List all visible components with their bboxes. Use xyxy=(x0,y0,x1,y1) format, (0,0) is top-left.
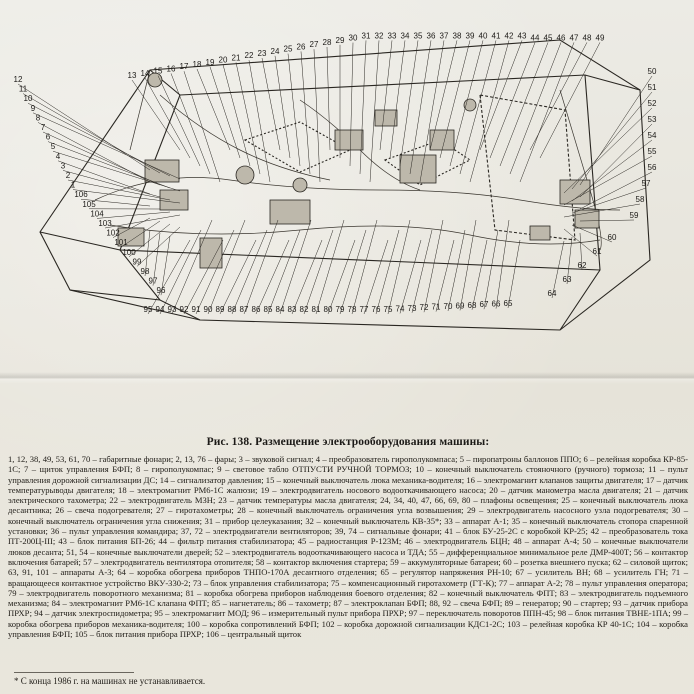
footnote: * С конца 1986 г. на машинах не устанавливается. xyxy=(14,676,206,686)
callout-9: 9 xyxy=(30,103,36,113)
leader-18 xyxy=(197,69,230,150)
callout-24: 24 xyxy=(270,46,280,56)
leader-44 xyxy=(490,42,535,158)
leader-49 xyxy=(540,42,600,158)
callout-56: 56 xyxy=(647,163,657,172)
callout-35: 35 xyxy=(413,31,423,41)
callout-74: 74 xyxy=(395,304,405,314)
leader-14 xyxy=(145,78,190,158)
callout-2: 2 xyxy=(65,171,71,180)
callout-67: 67 xyxy=(479,300,489,310)
callout-27: 27 xyxy=(309,40,319,50)
leader-46 xyxy=(510,42,561,174)
callout-37: 37 xyxy=(439,31,449,41)
callout-80: 80 xyxy=(323,305,333,314)
callout-104: 104 xyxy=(90,209,104,219)
callout-50: 50 xyxy=(647,67,657,76)
callout-47: 47 xyxy=(569,33,579,43)
callout-17: 17 xyxy=(179,62,189,72)
callout-13: 13 xyxy=(127,71,137,80)
callout-94: 94 xyxy=(155,305,165,314)
figure-caption xyxy=(8,436,688,639)
callout-64: 64 xyxy=(547,289,557,298)
callout-28: 28 xyxy=(322,38,332,47)
callout-8: 8 xyxy=(35,113,41,123)
callout-18: 18 xyxy=(192,60,202,69)
leader-17 xyxy=(184,71,220,182)
leader-33 xyxy=(380,40,392,150)
callout-76: 76 xyxy=(371,305,381,314)
callout-16: 16 xyxy=(166,64,176,74)
callout-33: 33 xyxy=(387,31,397,41)
leader-42 xyxy=(470,40,509,182)
leader-lines xyxy=(18,40,652,314)
callout-54: 54 xyxy=(647,131,657,140)
leader-87 xyxy=(244,220,278,314)
hull-outline xyxy=(40,40,650,330)
leader-47 xyxy=(520,42,574,182)
callout-60: 60 xyxy=(607,233,617,242)
callout-87: 87 xyxy=(239,305,249,314)
callout-39: 39 xyxy=(465,31,475,41)
leader-66 xyxy=(496,220,509,309)
leader-28 xyxy=(327,47,330,150)
equipment-blocks xyxy=(118,73,599,268)
callout-72: 72 xyxy=(419,303,429,313)
callout-105: 105 xyxy=(82,199,96,209)
leader-20 xyxy=(223,65,250,166)
callout-21: 21 xyxy=(231,53,241,63)
callout-99: 99 xyxy=(132,257,142,267)
caption-legend: 1, 12, 38, 49, 53, 61, 70 – габаритные фонари; 2, 13, 76 – фары; 3 – звуковой сигнал; 4 – преобразователь гирополукомпаса; 5 – пиропатроны баллонов ППО; 6 – релейная коробка КР-85-1С; 7 – щиток управления БФП; 8 – гирополукомпас; 9 – световое табло ОТПУСТИ РУЧНОЙ ТОРМОЗ; 10 – конечный выключатель стояночного (ручного) тормоза; 11 – пульт управления дорожной сигнализации ДС; 14 – сигнализатор давления; 15 – конечный выключатель люка механика-водителя; 16 – электромагнит клапанов защиты двигателя; 17 – датчик температурыводы двигателя; 18 – электромагнит РМ6-1С жалюзи; 19 – электродвигатель носового водооткачивающего насоса; 20 – датчик манометра масла двигателя; 21 – датчик электрического тахометра; 22 – электродвигатель МЗН; 23 – датчик температуры масла двигателя; 24, 34, 40, 47, 66, 69, 80 – плафоны освещения; 25 – конечный выключатель люка десантника; 26 – свеча подогревателя; 27 – гиротахометры; 28 – конечный выключатель ограничения угла возвышения; 29 – электродвигатель насосного узла подогревателя; 30 – конечный выключатель ограничения угла снижения; 31 – прибор целеуказания; 32 – конечный выключатель КВ-35*; 33 – аппарат А-1; 35 – конечный выключатель стопора спаренной установки; 36 – пульт управления командира; 37, 72 – электродвигатели вентиляторов; 39, 74 – сигнальные фонари; 41 – блок БУ-25-2С с коробкой КР-25; 42 – преобразователь тока ПТ-200Ц-III; 43 – блок питания БП-26; 44 – фильтр питания стабилизатора; 45 – радиостанция Р-123М; 46 – электродвигатель БЦН; 48 – аппарат А-4; 50 – конечные выключатели люков десанта; 51, 54 – конечные выключатели дверей; 52 – электродвигатель водооткачивающего насоса и ТДА; 55 – дифференциальное минимальное реле ДМР-400Т; 56 – контактор включения батарей; 57 – электродвигатель вентилятора отопителя; 58 – контактор включения стартера; 59 – аккумуляторные батареи; 60 – розетка внешнего пуска; 62 – силовой щиток; 63, 91, 101 – аппараты А-3; 64 – коробка обогрева приборов ТНПО-170А десантного отделения; 65 – регулятор напряжения РН-10; 67 – усилитель ВН; 68 – усилитель ГН; 71 – вращающееся контактное устройство ВКУ-330-2; 73 – блок управления стабилизатора; 75 – компенсационный гиротахометр (ГТ-К); 77 – аппарат А-2; 78 – пульт управления оператора; 79 – электродвигатель поворотного механизма; 81 – коробка обогрева приборов наблюдения боевого отделения; 82 – конечный выключатель ФПТ; 83 – электродвигатель подъемного механизма; 84 – электромагнит РМ6-1С клапана ФПТ; 85 – нагнетатель; 86 – тахометр; 87 – электроклапан БФП; 88, 92 – свеча БФП; 89 – генератор; 90 – стартер; 93 – датчик прибора ПРХР; 94 – датчик электроспидометра; 95 – электромагнит МОД; 96 – измерительный пульт прибора ПРХР; 97 – переключатель поворотов ППН-45; 98 – блок питания ТВНЕ-1ПА; 99 – коробка обогрева приборов механика-водителя; 100 – коробка сопротивлений БФП; 102 – коробка дорожной сигнализации КДС1-2С; 103 – релейная коробка КР 40-1С; 104 – коробка управления БФП; 105 – блок питания прибора ПРХР; 106 – центральный щиток xyxy=(8,454,688,640)
callout-82: 82 xyxy=(299,305,309,314)
leader-104 xyxy=(97,212,170,218)
leader-45 xyxy=(500,42,548,166)
callout-73: 73 xyxy=(407,303,417,313)
leader-25 xyxy=(288,54,300,166)
callout-69: 69 xyxy=(455,301,465,311)
callout-68: 68 xyxy=(467,300,477,310)
leader-89 xyxy=(220,240,256,314)
callout-4: 4 xyxy=(55,151,61,161)
leader-40 xyxy=(450,40,483,166)
leader-34 xyxy=(390,40,405,158)
leader-65 xyxy=(508,240,520,308)
callout-65: 65 xyxy=(503,299,513,308)
leader-12 xyxy=(18,84,150,170)
callout-34: 34 xyxy=(400,31,410,41)
callout-38: 38 xyxy=(452,31,462,41)
callout-59: 59 xyxy=(629,211,639,220)
callout-23: 23 xyxy=(257,49,267,58)
callout-57: 57 xyxy=(641,179,651,188)
callout-89: 89 xyxy=(215,305,225,314)
leader-84 xyxy=(280,220,311,314)
callout-79: 79 xyxy=(335,305,345,314)
leader-75 xyxy=(388,220,410,314)
callout-25: 25 xyxy=(283,44,293,54)
callout-22: 22 xyxy=(244,51,254,61)
callout-78: 78 xyxy=(347,305,357,314)
leader-11 xyxy=(23,94,160,173)
callout-92: 92 xyxy=(179,305,189,314)
callout-71: 71 xyxy=(431,302,441,312)
callout-88: 88 xyxy=(227,305,237,314)
callout-83: 83 xyxy=(287,305,297,314)
callout-32: 32 xyxy=(374,31,384,41)
leader-50 xyxy=(580,76,652,185)
leader-72 xyxy=(424,220,443,312)
callout-45: 45 xyxy=(543,33,553,43)
callout-10: 10 xyxy=(23,94,33,104)
callout-95: 95 xyxy=(143,305,153,314)
callout-102: 102 xyxy=(106,228,120,238)
callout-91: 91 xyxy=(191,305,201,314)
leader-76 xyxy=(376,230,399,314)
callout-61: 61 xyxy=(592,247,602,256)
callout-1: 1 xyxy=(70,180,76,190)
callout-55: 55 xyxy=(647,147,657,156)
callout-51: 51 xyxy=(647,83,657,92)
callout-93: 93 xyxy=(167,305,177,314)
leader-7 xyxy=(43,132,160,185)
leader-70 xyxy=(448,230,465,311)
callout-26: 26 xyxy=(296,42,306,52)
callout-86: 86 xyxy=(251,305,261,314)
callout-98: 98 xyxy=(140,267,150,276)
callout-3: 3 xyxy=(60,161,66,171)
callout-84: 84 xyxy=(275,305,285,314)
leader-24 xyxy=(275,56,290,158)
leader-15 xyxy=(158,76,200,166)
leader-43 xyxy=(480,40,522,150)
leader-51 xyxy=(572,92,652,189)
callout-42: 42 xyxy=(504,31,514,41)
leader-71 xyxy=(436,240,454,312)
callout-100: 100 xyxy=(122,247,136,257)
callout-labels xyxy=(14,31,657,314)
callout-66: 66 xyxy=(491,299,501,309)
callout-62: 62 xyxy=(577,261,587,270)
callout-30: 30 xyxy=(348,33,358,43)
leader-39 xyxy=(440,40,470,158)
footnote-rule xyxy=(14,672,134,673)
leader-74 xyxy=(400,240,421,313)
callout-43: 43 xyxy=(517,31,527,41)
callout-77: 77 xyxy=(359,305,369,314)
callout-70: 70 xyxy=(443,302,453,311)
callout-41: 41 xyxy=(491,31,501,41)
callout-81: 81 xyxy=(311,305,321,314)
leader-26 xyxy=(301,51,310,174)
callout-103: 103 xyxy=(98,219,112,228)
callout-12: 12 xyxy=(13,75,23,84)
callout-11: 11 xyxy=(18,84,28,94)
callout-49: 49 xyxy=(595,33,605,43)
callout-101: 101 xyxy=(114,238,128,248)
callout-97: 97 xyxy=(148,276,158,286)
callout-106: 106 xyxy=(74,190,88,200)
callout-75: 75 xyxy=(383,305,393,314)
leader-67 xyxy=(484,230,498,309)
callout-63: 63 xyxy=(562,275,572,284)
callout-85: 85 xyxy=(263,305,273,314)
callout-31: 31 xyxy=(361,31,371,41)
callout-36: 36 xyxy=(426,31,436,41)
callout-14: 14 xyxy=(140,68,150,78)
callout-44: 44 xyxy=(530,33,540,43)
callout-7: 7 xyxy=(40,123,46,132)
callout-52: 52 xyxy=(647,99,657,108)
callout-96: 96 xyxy=(156,286,166,296)
leader-94 xyxy=(160,230,201,314)
callout-15: 15 xyxy=(153,66,163,76)
leader-31 xyxy=(360,40,366,174)
caption-title: Рис. 138. Размещение электрооборудования машины: xyxy=(206,436,490,448)
leader-79 xyxy=(340,230,366,314)
leader-48 xyxy=(530,42,587,150)
callout-53: 53 xyxy=(647,115,657,124)
callout-6: 6 xyxy=(45,132,51,142)
callout-20: 20 xyxy=(218,55,228,65)
leader-22 xyxy=(249,60,270,182)
callout-29: 29 xyxy=(335,35,345,45)
leader-27 xyxy=(314,49,320,182)
leader-73 xyxy=(412,230,432,313)
callout-5: 5 xyxy=(50,142,56,152)
leader-36 xyxy=(410,40,431,174)
callout-48: 48 xyxy=(582,33,592,43)
callout-40: 40 xyxy=(478,31,488,41)
leader-86 xyxy=(256,240,289,314)
leader-83 xyxy=(292,240,322,314)
leader-16 xyxy=(171,73,210,174)
leader-80 xyxy=(328,240,355,314)
callout-19: 19 xyxy=(205,57,215,67)
callout-90: 90 xyxy=(203,305,213,314)
callout-58: 58 xyxy=(635,195,645,204)
callout-46: 46 xyxy=(556,33,566,43)
page-fold xyxy=(0,372,694,384)
leader-77 xyxy=(364,240,388,314)
